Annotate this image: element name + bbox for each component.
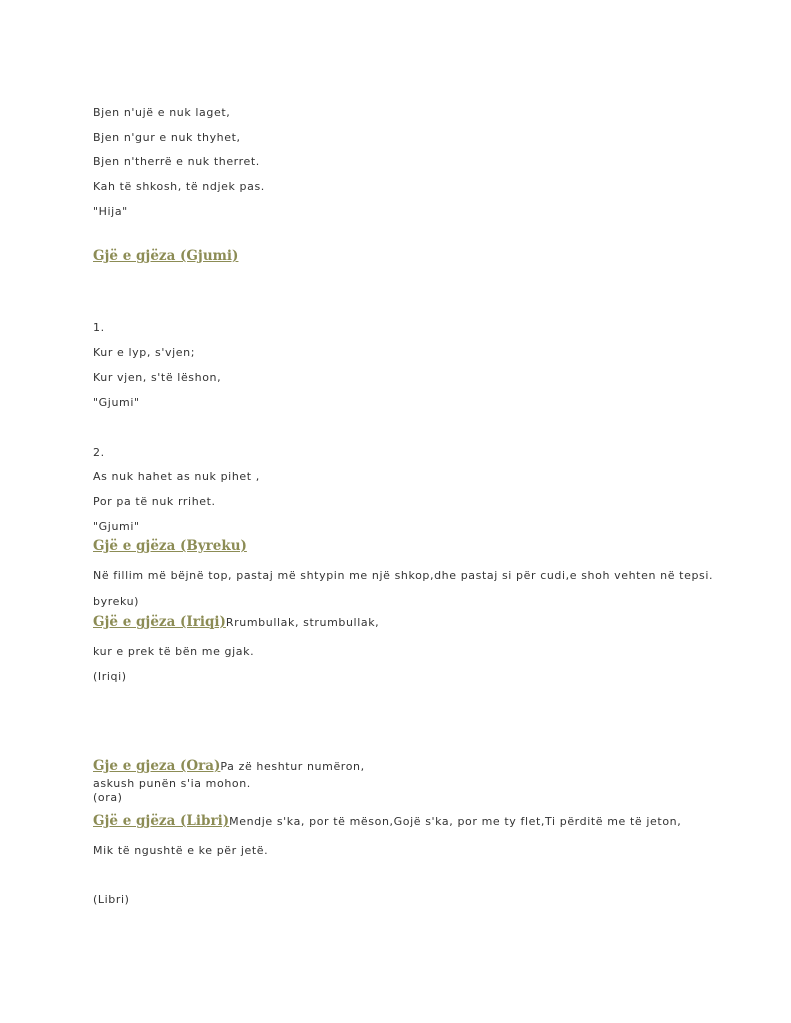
riddle-line: Kur e lyp, s'vjen; <box>93 346 196 359</box>
heading-link-gjumi[interactable]: Gjë e gjëza (Gjumi) <box>93 248 239 264</box>
riddle-number: 2. <box>93 446 105 459</box>
riddle-line: Kur vjen, s'të lëshon, <box>93 371 222 384</box>
riddle-line: Bjen n'ujë e nuk laget, <box>93 106 231 119</box>
riddle-answer: "Hija" <box>93 205 128 218</box>
riddle-answer: (Iriqi) <box>93 670 127 683</box>
heading-link-iriqi[interactable]: Gjë e gjëza (Iriqi) <box>93 614 226 630</box>
riddle-line: Në fillim më bëjnë top, pastaj më shtypin me një shkop,dhe pastaj si për cudi,e shoh vehten në tepsi. <box>93 569 714 582</box>
riddle-line: Mendje s'ka, por të mëson,Gojë s'ka, por me ty flet,Ti përditë me të jeton, <box>229 815 682 828</box>
heading-link-byreku[interactable]: Gjë e gjëza (Byreku) <box>93 538 247 554</box>
riddle-line: Kah të shkosh, të ndjek pas. <box>93 180 265 193</box>
riddle-answer: byreku) <box>93 595 140 608</box>
riddle-answer: (Libri) <box>93 893 130 906</box>
riddle-line: Bjen n'therrë e nuk therret. <box>93 155 260 168</box>
riddle-answer: (ora) <box>93 791 123 804</box>
heading-row-libri <box>93 815 681 828</box>
riddle-number: 1. <box>93 321 105 334</box>
riddle-line: As nuk hahet as nuk pihet , <box>93 470 260 483</box>
riddle-answer: "Gjumi" <box>93 396 140 409</box>
riddle-line: Bjen n'gur e nuk thyhet, <box>93 131 241 144</box>
riddle-line: Rrumbullak, strumbullak, <box>225 616 380 629</box>
heading-link-ora[interactable]: Gje e gjeza (Ora) <box>93 758 221 774</box>
heading-row-iriqi <box>93 616 379 629</box>
riddle-answer: "Gjumi" <box>93 520 140 533</box>
heading-row-ora <box>93 760 365 773</box>
riddle-line: kur e prek të bën me gjak. <box>93 645 255 658</box>
riddle-line: Por pa të nuk rrihet. <box>93 495 216 508</box>
riddle-line: Pa zë heshtur numëron, <box>220 760 365 773</box>
riddle-line: Mik të ngushtë e ke për jetë. <box>93 844 269 857</box>
heading-link-libri[interactable]: Gjë e gjëza (Libri) <box>93 813 230 829</box>
riddle-line: askush punën s'ia mohon. <box>93 777 251 790</box>
